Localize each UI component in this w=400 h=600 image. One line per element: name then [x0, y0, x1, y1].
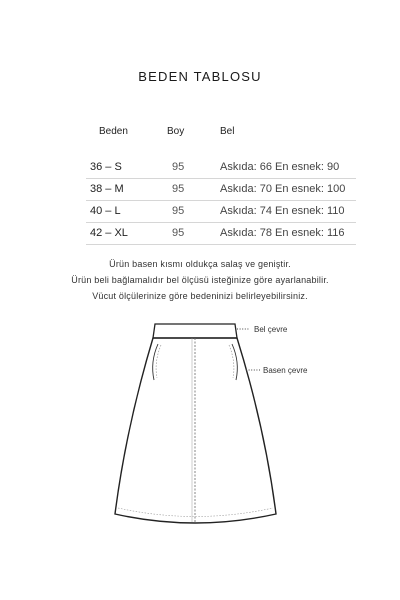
- bel-cell: Askıda: 78 En esnek: 116: [220, 227, 345, 239]
- right-pocket-stitch: [229, 345, 234, 378]
- waist-label: Bel çevre: [254, 325, 288, 334]
- header-beden: Beden: [99, 126, 128, 137]
- right-pocket: [232, 344, 237, 380]
- boy-cell: 95: [172, 227, 185, 239]
- boy-cell: 95: [172, 183, 185, 195]
- hem-stitch: [118, 508, 273, 517]
- bel-cell: Askıda: 70 En esnek: 100: [220, 183, 346, 195]
- waistband-outline: [153, 324, 237, 338]
- left-pocket-stitch: [156, 345, 161, 378]
- hip-label: Basen çevre: [263, 366, 308, 375]
- left-pocket: [153, 344, 158, 380]
- table-row: [86, 179, 356, 201]
- note-line-2: Ürün beli bağlamalıdır bel ölçüsü isteğinize göre ayarlanabilir.: [71, 275, 329, 285]
- skirt-diagram: [100, 318, 300, 538]
- bel-cell: Askıda: 66 En esnek: 90: [220, 161, 340, 173]
- page-title: BEDEN TABLOSU: [138, 69, 262, 84]
- note-line-3: Vücut ölçülerinize göre bedeninizi belirleyebilirsiniz.: [92, 291, 308, 301]
- table-row: [86, 201, 356, 223]
- size-cell: 36 – S: [90, 161, 122, 173]
- table-row: [86, 223, 356, 245]
- size-cell: 38 – M: [90, 183, 124, 195]
- skirt-outline: [115, 338, 276, 523]
- size-cell: 42 – XL: [90, 227, 128, 239]
- header-boy: Boy: [167, 126, 185, 137]
- boy-cell: 95: [172, 205, 185, 217]
- size-cell: 40 – L: [90, 205, 121, 217]
- table-row: [86, 157, 356, 179]
- boy-cell: 95: [172, 161, 185, 173]
- row-divider: [86, 244, 356, 245]
- bel-cell: Askıda: 74 En esnek: 110: [220, 205, 345, 217]
- header-bel: Bel: [220, 126, 235, 137]
- note-line-1: Ürün basen kısmı oldukça salaş ve geniştir.: [109, 259, 291, 269]
